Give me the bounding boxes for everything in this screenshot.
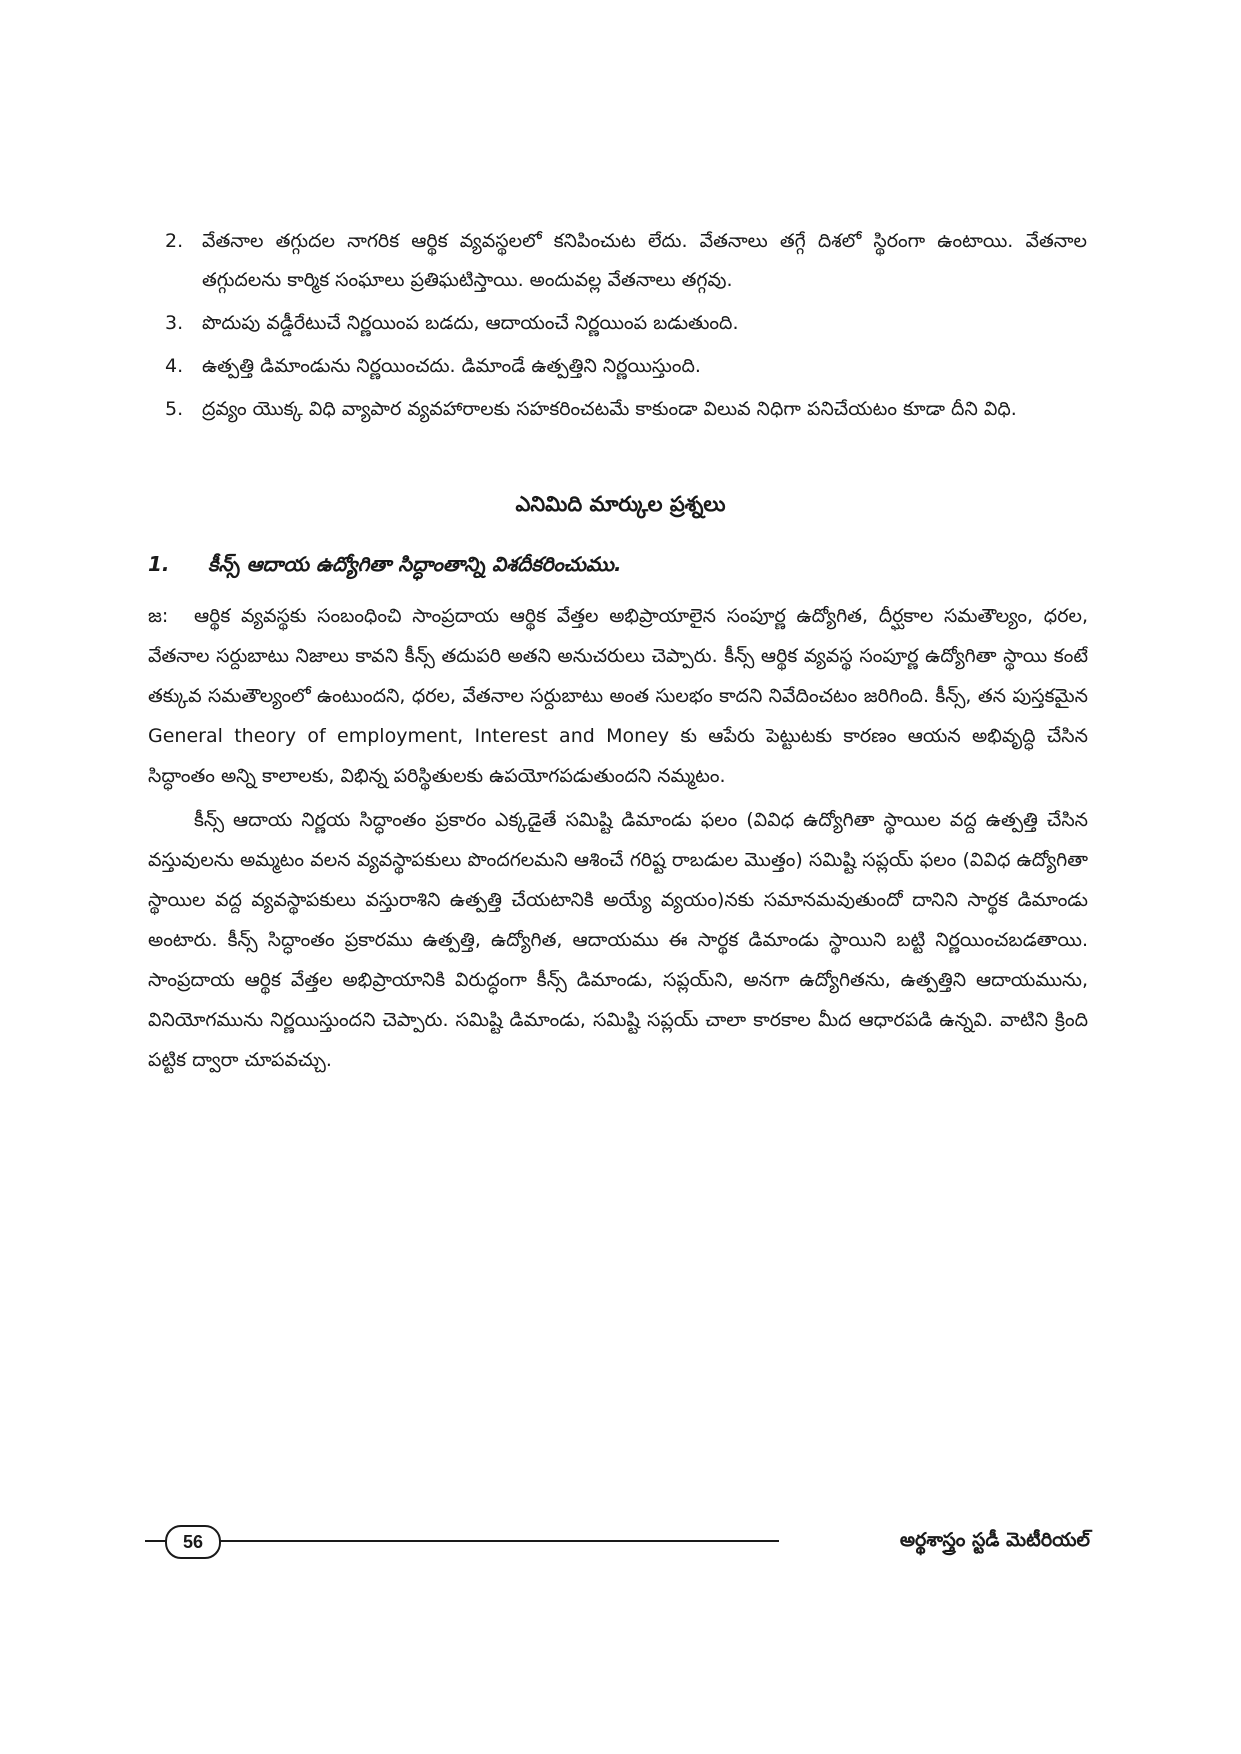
question-number: 1. [148, 552, 170, 576]
list-item-number: 3. [165, 312, 184, 334]
list-item-text: ద్రవ్యం యొక్క విధి వ్యాపార వ్యవహారాలకు సహకరించటమే కాకుండా విలువ నిధిగా పనిచేయటం కూడా దీని విధి. [202, 398, 1017, 420]
list-item [165, 304, 1087, 343]
list-item-text: పొదుపు వడ్డీరేటుచే నిర్ణయింప బడదు, ఆదాయంచే నిర్ణయింప బడుతుంది. [202, 312, 739, 334]
footer-rule-right [219, 1540, 779, 1542]
answer [148, 596, 1088, 1084]
answer-paragraph-2: కీన్స్ ఆదాయ నిర్ణయ సిద్ధాంతం ప్రకారం ఎక్కడైతే సమిష్టి డిమాండు ఫలం (వివిధ ఉద్యోగితా స్థాయిల వద్ద ఉత్పత్తి చేసిన వస్తువులను అమ్మటం వలన వ్యవస్థాపకులు పొందగలమని ఆశించే గరిష్ట రాబడుల మొత్తం) సమిష్టి సప్లయ్ ఫలం (వివిధ ఉద్యోగితా స్థాయిల వద్ద వ్యవస్థాపకులు వస్తురాశిని ఉత్పత్తి చేయటానికి అయ్యే వ్యయం)నకు సమానమవుతుందో దానిని సార్థక డిమాండు అంటారు. కీన్స్ సిద్ధాంతం ప్రకారము ఉత్పత్తి, ఉద్యోగిత, ఆదాయము ఈ సార్థక డిమాండు స్థాయిని బట్టి నిర్ణయించబడతాయి. సాంప్రదాయ ఆర్థిక వేత్తల అభిప్రాయానికి విరుద్ధంగా కీన్స్ డిమాండు, సప్లయ్‌ని, అనగా ఉద్యోగితను, ఉత్పత్తిని ఆదాయమును, వినియోగమును నిర్ణయిస్తుందని చెప్పారు. సమిష్టి డిమాండు, సమిష్టి సప్లయ్ చాలా కారకాల మీద ఆధారపడి ఉన్నవి. వాటిని క్రింది పట్టిక ద్వారా చూపవచ్చు. [148, 809, 1088, 1071]
list-item-text: ఉత్పత్తి డిమాండును నిర్ణయించదు. డిమాండే ఉత్పత్తిని నిర్ణయిస్తుంది. [202, 355, 701, 377]
answer-label: జ: [148, 605, 169, 627]
section-heading: ఎనిమిది మార్కుల ప్రశ్నలు [515, 492, 726, 516]
answer-paragraph-1 [148, 596, 1088, 796]
numbered-list [165, 222, 1087, 433]
list-item-number: 2. [165, 230, 184, 252]
list-item [165, 390, 1087, 429]
list-item-number: 4. [165, 355, 184, 377]
footer-title: అర్థశాస్త్రం స్టడీ మెటీరియల్ [899, 1529, 1090, 1551]
page-footer [145, 1521, 1090, 1561]
list-item [165, 222, 1087, 300]
list-item [165, 347, 1087, 386]
page-number: 56 [165, 1525, 221, 1559]
footer-rule-left [145, 1540, 167, 1542]
list-item-text: వేతనాల తగ్గుదల నాగరిక ఆర్థిక వ్యవస్థలలో కనిపించుట లేదు. వేతనాలు తగ్గే దిశలో స్థిరంగా ఉంటాయి. వేతనాల తగ్గుదలను కార్మిక సంఘాలు ప్రతిఘటిస్తాయి. అందువల్ల వేతనాలు తగ్గవు. [202, 230, 1087, 291]
question-text: కీన్స్ ఆదాయ ఉద్యోగితా సిద్ధాంతాన్ని విశదీకరించుము. [208, 552, 622, 576]
list-item-number: 5. [165, 398, 184, 420]
question [148, 544, 1088, 584]
answer-paragraph-1-text: ఆర్థిక వ్యవస్థకు సంబంధించి సాంప్రదాయ ఆర్థిక వేత్తల అభిప్రాయాలైన సంపూర్ణ ఉద్యోగిత, దీర్ఘకాల సమతౌల్యం, ధరల, వేతనాల సర్దుబాటు నిజాలు కావని కీన్స్ తదుపరి అతని అనుచరులు చెప్పారు. కీన్స్ ఆర్థిక వ్యవస్థ సంపూర్ణ ఉద్యోగితా స్థాయి కంటే తక్కువ సమతౌల్యంలో ఉంటుందని, ధరల, వేతనాల సర్దుబాటు అంత సులభం కాదని నివేదించటం జరిగింది. కీన్స్, తన పుస్తకమైన General theory of employment, Interest and Money కు ఆపేరు పెట్టుటకు కారణం ఆయన అభివృద్ధి చేసిన సిద్ధాంతం అన్ని కాలాలకు, విభిన్న పరిస్థితులకు ఉపయోగపడుతుందని నమ్మటం. [148, 605, 1088, 787]
